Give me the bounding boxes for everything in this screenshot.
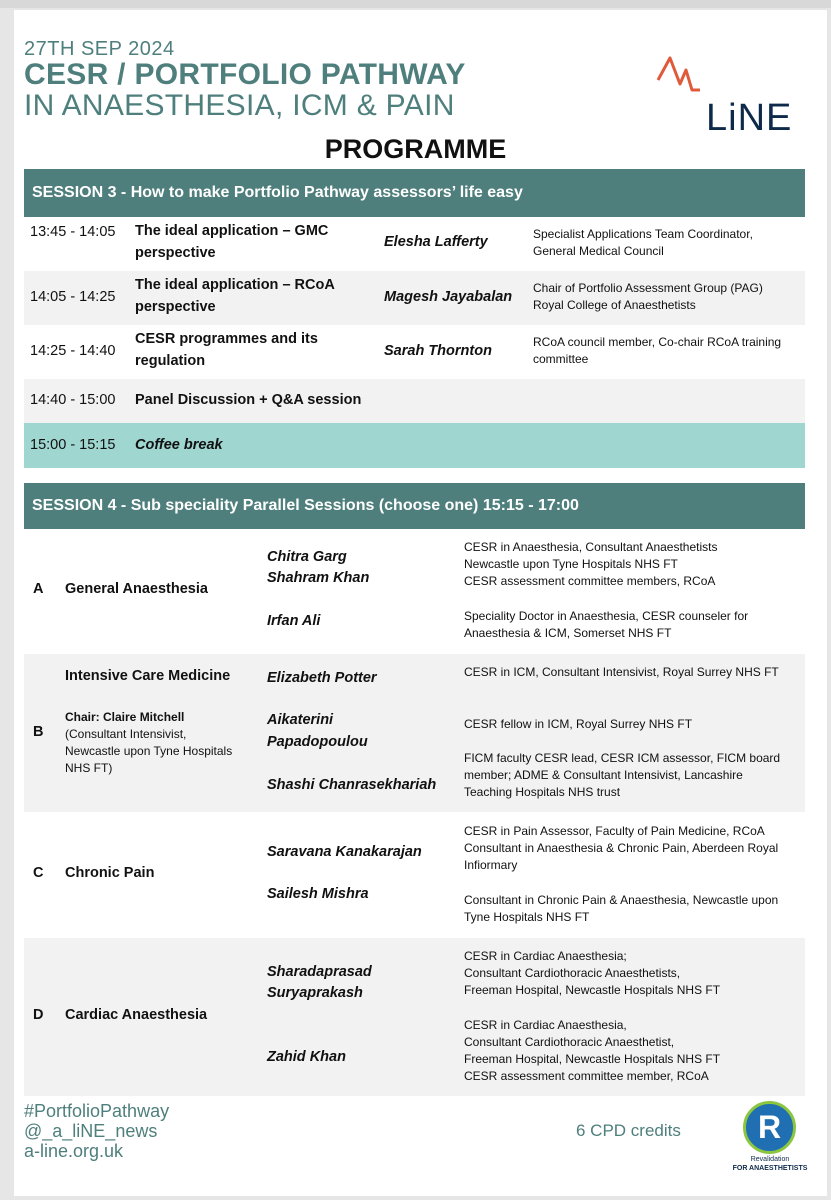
row-speaker: Magesh Jayabalan xyxy=(384,289,513,305)
session-block-c xyxy=(24,813,805,937)
row-title-cont: perspective xyxy=(135,245,216,261)
title-line-1: CESR / PORTFOLIO PATHWAY xyxy=(24,58,466,91)
event-date: 27TH SEP 2024 xyxy=(24,38,175,60)
role: CESR fellow in ICM, Royal Surrey NHS FT xyxy=(464,717,693,731)
chair-name: Chair: Claire Mitchell xyxy=(65,710,185,724)
cpd-credits: 6 CPD credits xyxy=(576,1121,681,1140)
speaker: Elizabeth Potter xyxy=(267,670,377,686)
chair-detail: (Consultant Intensivist, xyxy=(65,727,187,741)
speaker: Sharadaprasad xyxy=(267,964,372,980)
row-time: 14:25 - 14:40 xyxy=(30,343,116,359)
session-block-a xyxy=(24,529,805,653)
role: Speciality Doctor in Anaesthesia, CESR counseler for xyxy=(464,609,749,623)
row-speaker: Elesha Lafferty xyxy=(384,234,488,250)
role: member; ADME & Consultant Intensivist, Lancashire xyxy=(464,768,743,782)
row-title: The ideal application – GMC xyxy=(135,223,329,239)
speaker: Papadopoulou xyxy=(267,734,368,750)
block-letter: D xyxy=(33,1007,44,1023)
role: Consultant in Chronic Pain & Anaesthesia, Newcastle upon xyxy=(464,893,779,907)
block-name: Intensive Care Medicine xyxy=(65,668,231,684)
table-row xyxy=(24,379,805,423)
speaker: Aikaterini xyxy=(267,712,334,728)
role: Infiormary xyxy=(464,858,518,872)
row-time: 14:05 - 14:25 xyxy=(30,289,116,305)
revalidation-text: Revalidation FOR ANAESTHETISTS xyxy=(732,1156,808,1172)
top-border xyxy=(0,0,831,8)
speaker: Shahram Khan xyxy=(267,570,370,586)
session-block-b xyxy=(24,654,805,812)
svg-text:R: R xyxy=(757,1109,782,1145)
chair-detail: NHS FT) xyxy=(65,761,113,775)
speaker: Zahid Khan xyxy=(267,1049,346,1065)
role: CESR in Cardiac Anaesthesia; xyxy=(464,949,627,963)
role: CESR assessment committee member, RCoA xyxy=(464,1069,709,1083)
hashtag: #PortfolioPathway xyxy=(24,1101,170,1121)
session-3-header: SESSION 3 - How to make Portfolio Pathway assessors’ life easy xyxy=(24,169,805,217)
row-title: Panel Discussion + Q&A session xyxy=(135,392,362,408)
role: Consultant Cardiothoracic Anaesthetist, xyxy=(464,1035,675,1049)
role: CESR assessment committee members, RCoA xyxy=(464,574,716,588)
logo-text: LiNE xyxy=(706,97,793,139)
row-title: CESR programmes and its xyxy=(135,331,318,347)
coffee-break-row xyxy=(24,423,805,468)
role: CESR in Pain Assessor, Faculty of Pain Medicine, RCoA xyxy=(464,824,765,838)
row-role: Specialist Applications Team Coordinator, xyxy=(533,227,753,241)
speaker: Sailesh Mishra xyxy=(267,886,369,902)
role: Anaesthesia & ICM, Somerset NHS FT xyxy=(464,626,672,640)
role: Newcastle upon Tyne Hospitals NHS FT xyxy=(464,557,678,571)
role: CESR in Anaesthesia, Consultant Anaesthetists xyxy=(464,540,718,554)
role: Consultant Cardiothoracic Anaesthetists, xyxy=(464,966,681,980)
block-letter: C xyxy=(33,865,44,881)
row-role: RCoA council member, Co-chair RCoA training xyxy=(533,335,782,349)
table-row xyxy=(24,271,805,325)
role: Consultant in Anaesthesia & Chronic Pain, Aberdeen Royal xyxy=(464,841,779,855)
title-line-2: IN ANAESTHESIA, ICM & PAIN xyxy=(24,89,455,122)
row-role-cont: Royal College of Anaesthetists xyxy=(533,298,696,312)
row-time: 13:45 - 14:05 xyxy=(30,224,116,240)
row-role: Chair of Portfolio Assessment Group (PAG) xyxy=(533,281,763,295)
block-name: General Anaesthesia xyxy=(65,581,208,597)
block-letter: A xyxy=(33,581,44,597)
speaker: Saravana Kanakarajan xyxy=(267,844,422,860)
revalidation-logo xyxy=(742,1100,797,1155)
twitter-handle: @_a_liNE_news xyxy=(24,1121,158,1141)
speaker: Shashi Chanrasekhariah xyxy=(267,777,437,793)
row-title-cont: perspective xyxy=(135,299,216,315)
session-block-d xyxy=(24,938,805,1096)
aline-logo xyxy=(656,50,806,139)
table-row xyxy=(24,325,805,379)
row-role-cont: General Medical Council xyxy=(533,244,664,258)
role: FICM faculty CESR lead, CESR ICM assessor, FICM board xyxy=(464,751,781,765)
role: Freeman Hospital, Newcastle Hospitals NHS FT xyxy=(464,983,721,997)
row-role-cont: committee xyxy=(533,352,589,366)
block-name: Cardiac Anaesthesia xyxy=(65,1007,208,1023)
block-letter: B xyxy=(33,724,44,740)
speaker: Irfan Ali xyxy=(267,613,321,629)
role: Teaching Hospitals NHS trust xyxy=(464,785,621,799)
role: Tyne Hospitals NHS FT xyxy=(464,910,590,924)
role: CESR in Cardiac Anaesthesia, xyxy=(464,1018,627,1032)
speaker: Chitra Garg xyxy=(267,549,347,565)
website-link[interactable]: a-line.org.uk xyxy=(24,1141,124,1161)
row-title: Coffee break xyxy=(135,437,223,453)
role: Freeman Hospital, Newcastle Hospitals NHS FT xyxy=(464,1052,721,1066)
row-title-cont: regulation xyxy=(135,353,206,369)
row-time: 14:40 - 15:00 xyxy=(30,392,116,408)
row-time: 15:00 - 15:15 xyxy=(30,437,116,453)
programme-heading: PROGRAMME xyxy=(324,134,507,164)
row-title: The ideal application – RCoA xyxy=(135,277,335,293)
block-name: Chronic Pain xyxy=(65,865,155,881)
role: CESR in ICM, Consultant Intensivist, Royal Surrey NHS FT xyxy=(464,665,779,679)
chair-detail: Newcastle upon Tyne Hospitals xyxy=(65,744,233,758)
session-4-header: SESSION 4 - Sub speciality Parallel Sessions (choose one) 15:15 - 17:00 xyxy=(24,483,805,529)
revalidation-circle-icon xyxy=(742,1100,797,1155)
row-speaker: Sarah Thornton xyxy=(384,343,492,359)
speaker: Suryaprakash xyxy=(267,985,363,1001)
table-row xyxy=(24,217,805,271)
